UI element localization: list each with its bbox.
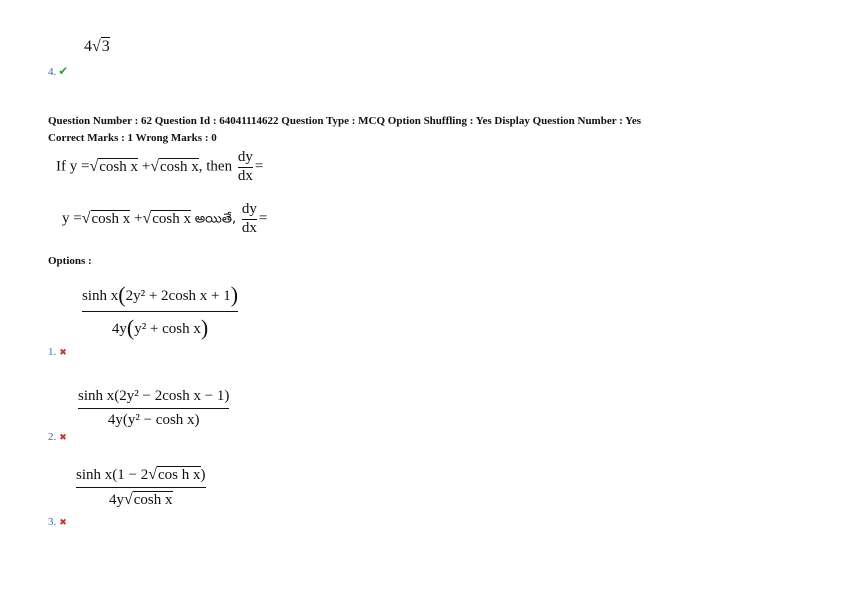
wrong-cross-icon: ✖	[59, 432, 67, 442]
option-2-number: 2. ✖	[48, 431, 67, 443]
option-3-expression[interactable]: $\frac{\text{sinh x(1 − 2√cos h x)}}{\text{4y√cosh x}}$	[76, 466, 206, 508]
option-3-number: 3. ✖	[48, 516, 67, 528]
previous-answer-number: 4. ✔	[48, 64, 69, 78]
dy-dx-fraction-telugu: $\frac{dy}{dx}$	[241, 201, 257, 236]
question-meta-line: Question Number : 62 Question Id : 64041114622 Question Type : MCQ Option Shuffling : Yes Display Question Number : Yes	[48, 115, 642, 127]
question-text-english: If y =√cosh x +√cosh x, then $\frac{dy}{dx}$ =	[56, 149, 264, 184]
wrong-cross-icon: ✖	[59, 347, 67, 357]
previous-answer-value: 4√3	[84, 38, 110, 55]
dy-dx-fraction: $\frac{dy}{dx}$	[237, 149, 253, 184]
correct-check-icon: ✔	[58, 64, 69, 78]
options-label: Options :	[48, 255, 92, 267]
option-2-expression[interactable]: $\frac{\text{sinh x(2y² − 2cosh x − 1)}}{\text{4y(y² − cosh x)}}$	[78, 388, 230, 428]
option-1-expression[interactable]: $\frac{\text{sinh x(2y² + 2cosh x + 1)}}{\text{4y(y² + cosh x)}}$	[82, 282, 239, 340]
marks-meta-line: Correct Marks : 1 Wrong Marks : 0	[48, 132, 217, 144]
wrong-cross-icon: ✖	[59, 517, 67, 527]
option-1-number: 1. ✖	[48, 346, 67, 358]
question-text-telugu: y =√cosh x +√cosh x అయితే, $\frac{dy}{dx}$ =	[62, 201, 268, 236]
